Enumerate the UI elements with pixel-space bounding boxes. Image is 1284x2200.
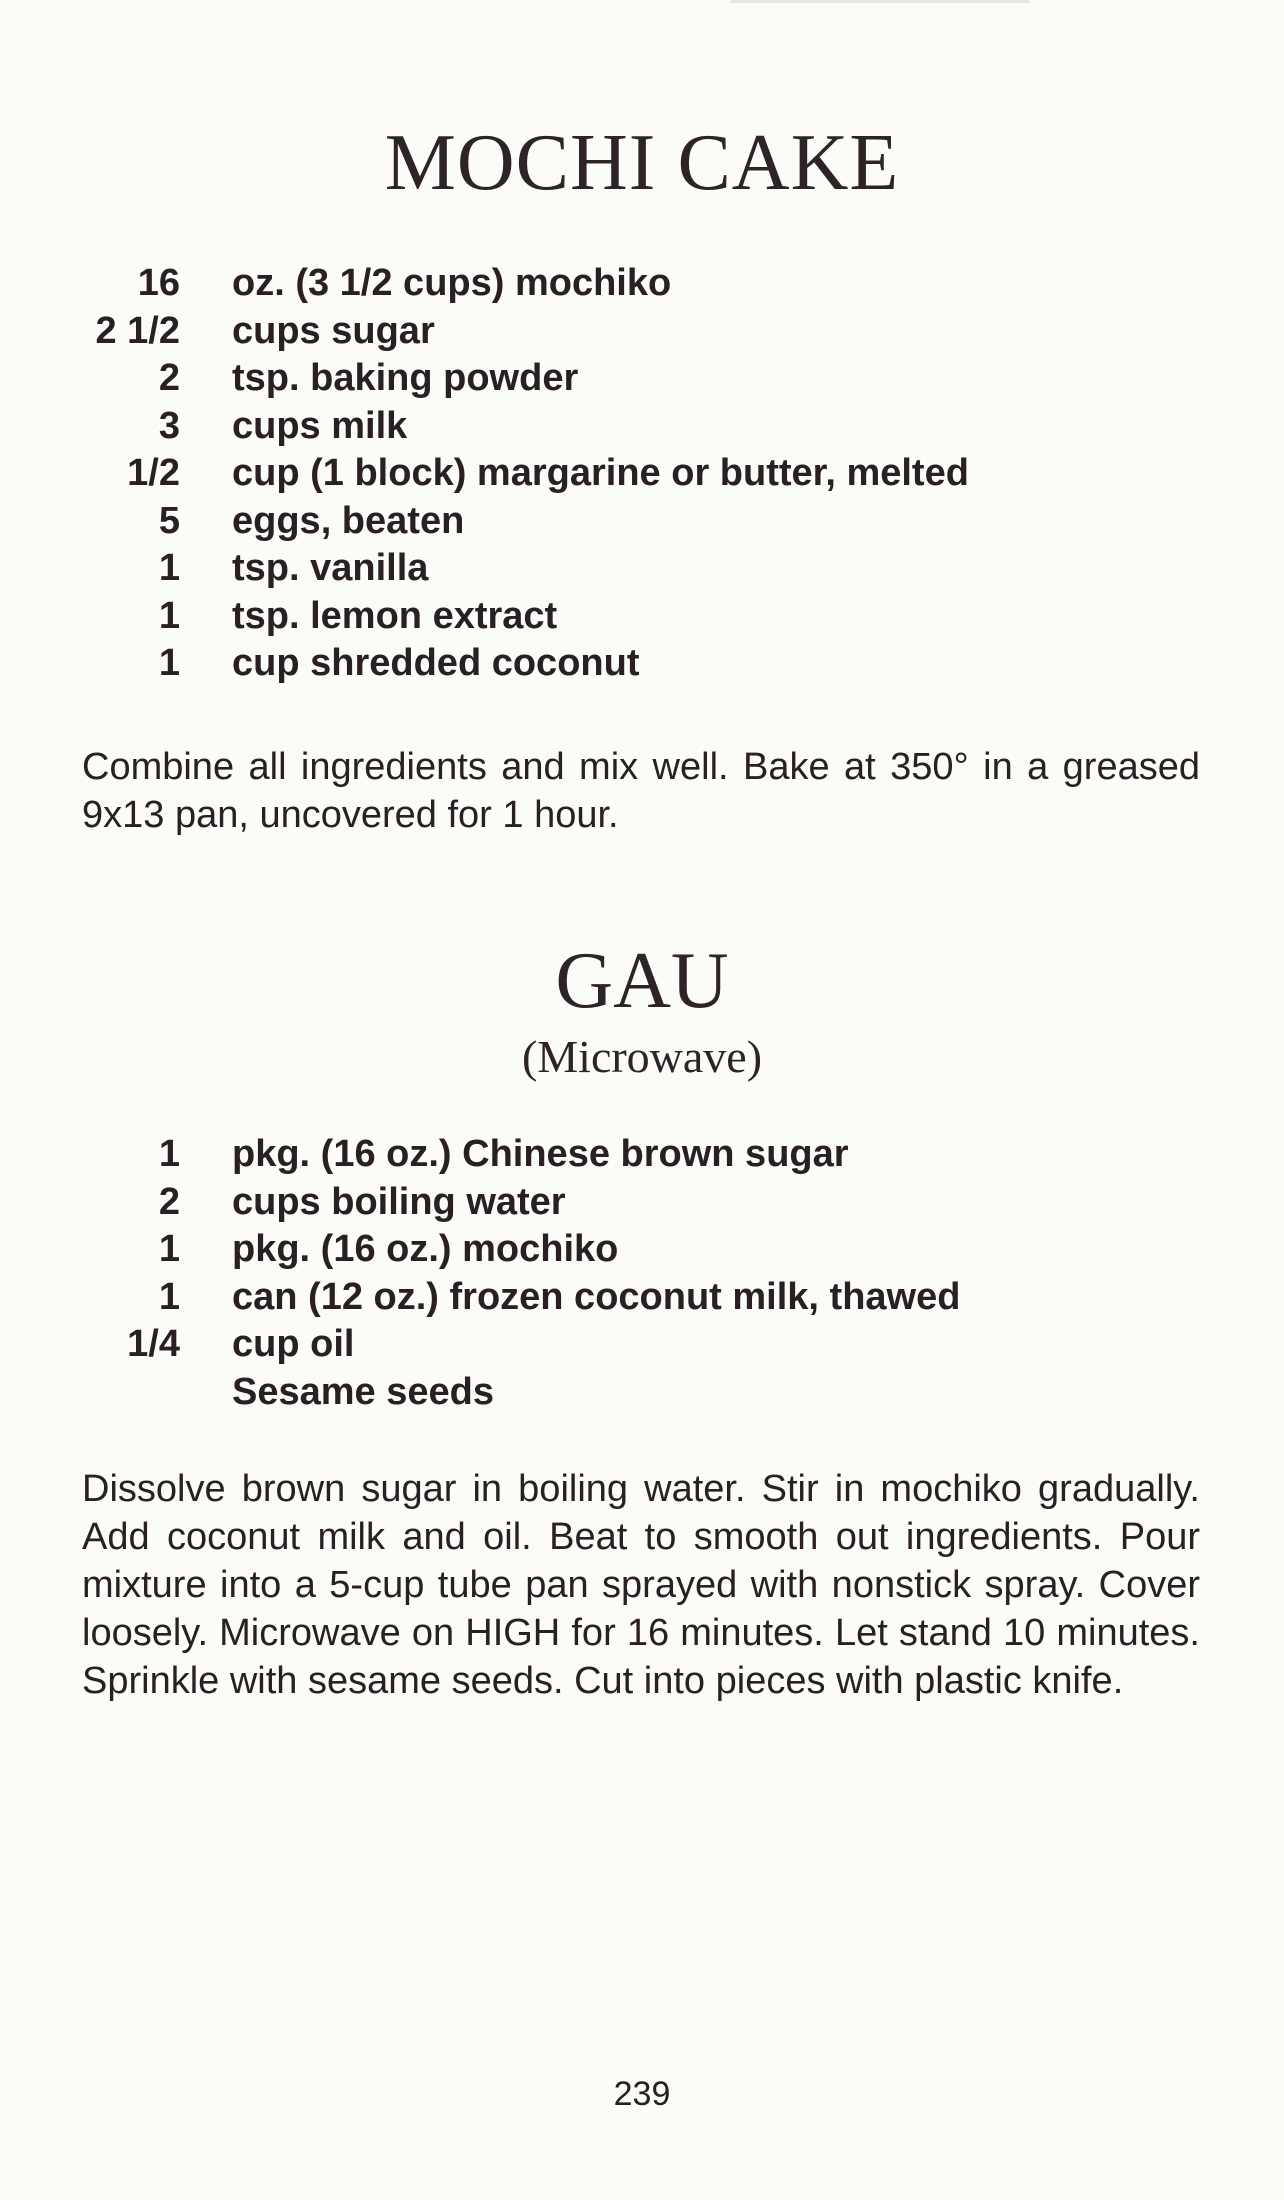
ingredient-name: tsp. vanilla (232, 547, 429, 589)
ingredient-quantity: 2 1/2 (95, 309, 180, 352)
recipe-title-gau: GAU (555, 937, 729, 1025)
ingredient-name: cup oil (232, 1323, 355, 1365)
ingredient-row (60, 1371, 1210, 1419)
ingredient-quantity: 2 (158, 357, 180, 399)
ingredient-quantity: 1 (158, 1275, 180, 1318)
ingredient-row (60, 310, 1210, 358)
ingredient-list-mochi-cake (60, 262, 1210, 690)
ingredient-row (60, 1276, 1210, 1324)
ingredient-row (60, 1228, 1210, 1276)
ingredient-name: cups sugar (232, 309, 435, 352)
ingredient-row (60, 547, 1210, 595)
ingredient-row (60, 642, 1210, 690)
ingredient-row (60, 500, 1210, 548)
ingredient-row (60, 405, 1210, 453)
ingredient-quantity: 1 (158, 594, 180, 637)
ingredient-quantity: 16 (137, 262, 180, 304)
ingredient-row (60, 595, 1210, 643)
ingredient-name: can (12 oz.) frozen coconut milk, thawed (232, 1275, 961, 1318)
ingredient-quantity: 1/2 (127, 452, 180, 494)
recipe-subtitle-gau: (Microwave) (521, 1031, 763, 1082)
ingredient-name: eggs, beaten (232, 499, 465, 542)
ingredient-row (60, 357, 1210, 405)
ingredient-quantity: 2 (158, 1180, 180, 1223)
ingredient-row (60, 1133, 1210, 1181)
ingredient-name: Sesame seeds (232, 1370, 494, 1413)
ingredient-name: cup (1 block) margarine or butter, melted (232, 452, 969, 494)
page-number: 239 (613, 2075, 671, 2113)
page-edge-shadow (730, 0, 1030, 3)
ingredient-quantity: 5 (158, 499, 180, 542)
ingredient-name: cups milk (232, 404, 408, 447)
ingredient-row (60, 262, 1210, 310)
ingredient-quantity: 1/4 (127, 1323, 180, 1365)
ingredient-quantity: 1 (158, 547, 180, 589)
ingredient-name: oz. (3 1/2 cups) mochiko (232, 262, 672, 304)
recipe-title-mochi-cake: MOCHI CAKE (384, 119, 900, 207)
ingredient-row (60, 1323, 1210, 1371)
ingredient-name: tsp. lemon extract (232, 594, 558, 637)
directions-gau: Dissolve brown sugar in boiling water. Stir in mochiko gradually. Add coconut milk and oil. Beat to smooth out ingredients. Pour mixture into a 5-cup tube pan sprayed with nonstick spray. Cover loosely. Microwave on HIGH for 16 minutes. Let stand 10 minutes. Sprinkle with sesame seeds. Cut into pieces with plastic knife. (82, 1468, 1200, 1702)
ingredient-name: tsp. baking powder (232, 357, 579, 399)
ingredient-name: cups boiling water (232, 1180, 566, 1223)
ingredient-name: cup shredded coconut (232, 642, 640, 684)
ingredient-name: pkg. (16 oz.) Chinese brown sugar (232, 1133, 849, 1175)
ingredient-quantity: 1 (158, 642, 180, 684)
directions-mochi-cake: Combine all ingredients and mix well. Bake at 350° in a greased 9x13 pan, uncovered for 1 hour. (82, 746, 1200, 836)
ingredient-quantity: 1 (158, 1133, 180, 1175)
ingredient-quantity: 1 (158, 1228, 180, 1270)
ingredient-quantity: 3 (158, 404, 180, 447)
ingredient-list-gau (60, 1133, 1210, 1418)
ingredient-row (60, 1181, 1210, 1229)
ingredient-name: pkg. (16 oz.) mochiko (232, 1228, 619, 1270)
ingredient-row (60, 452, 1210, 500)
